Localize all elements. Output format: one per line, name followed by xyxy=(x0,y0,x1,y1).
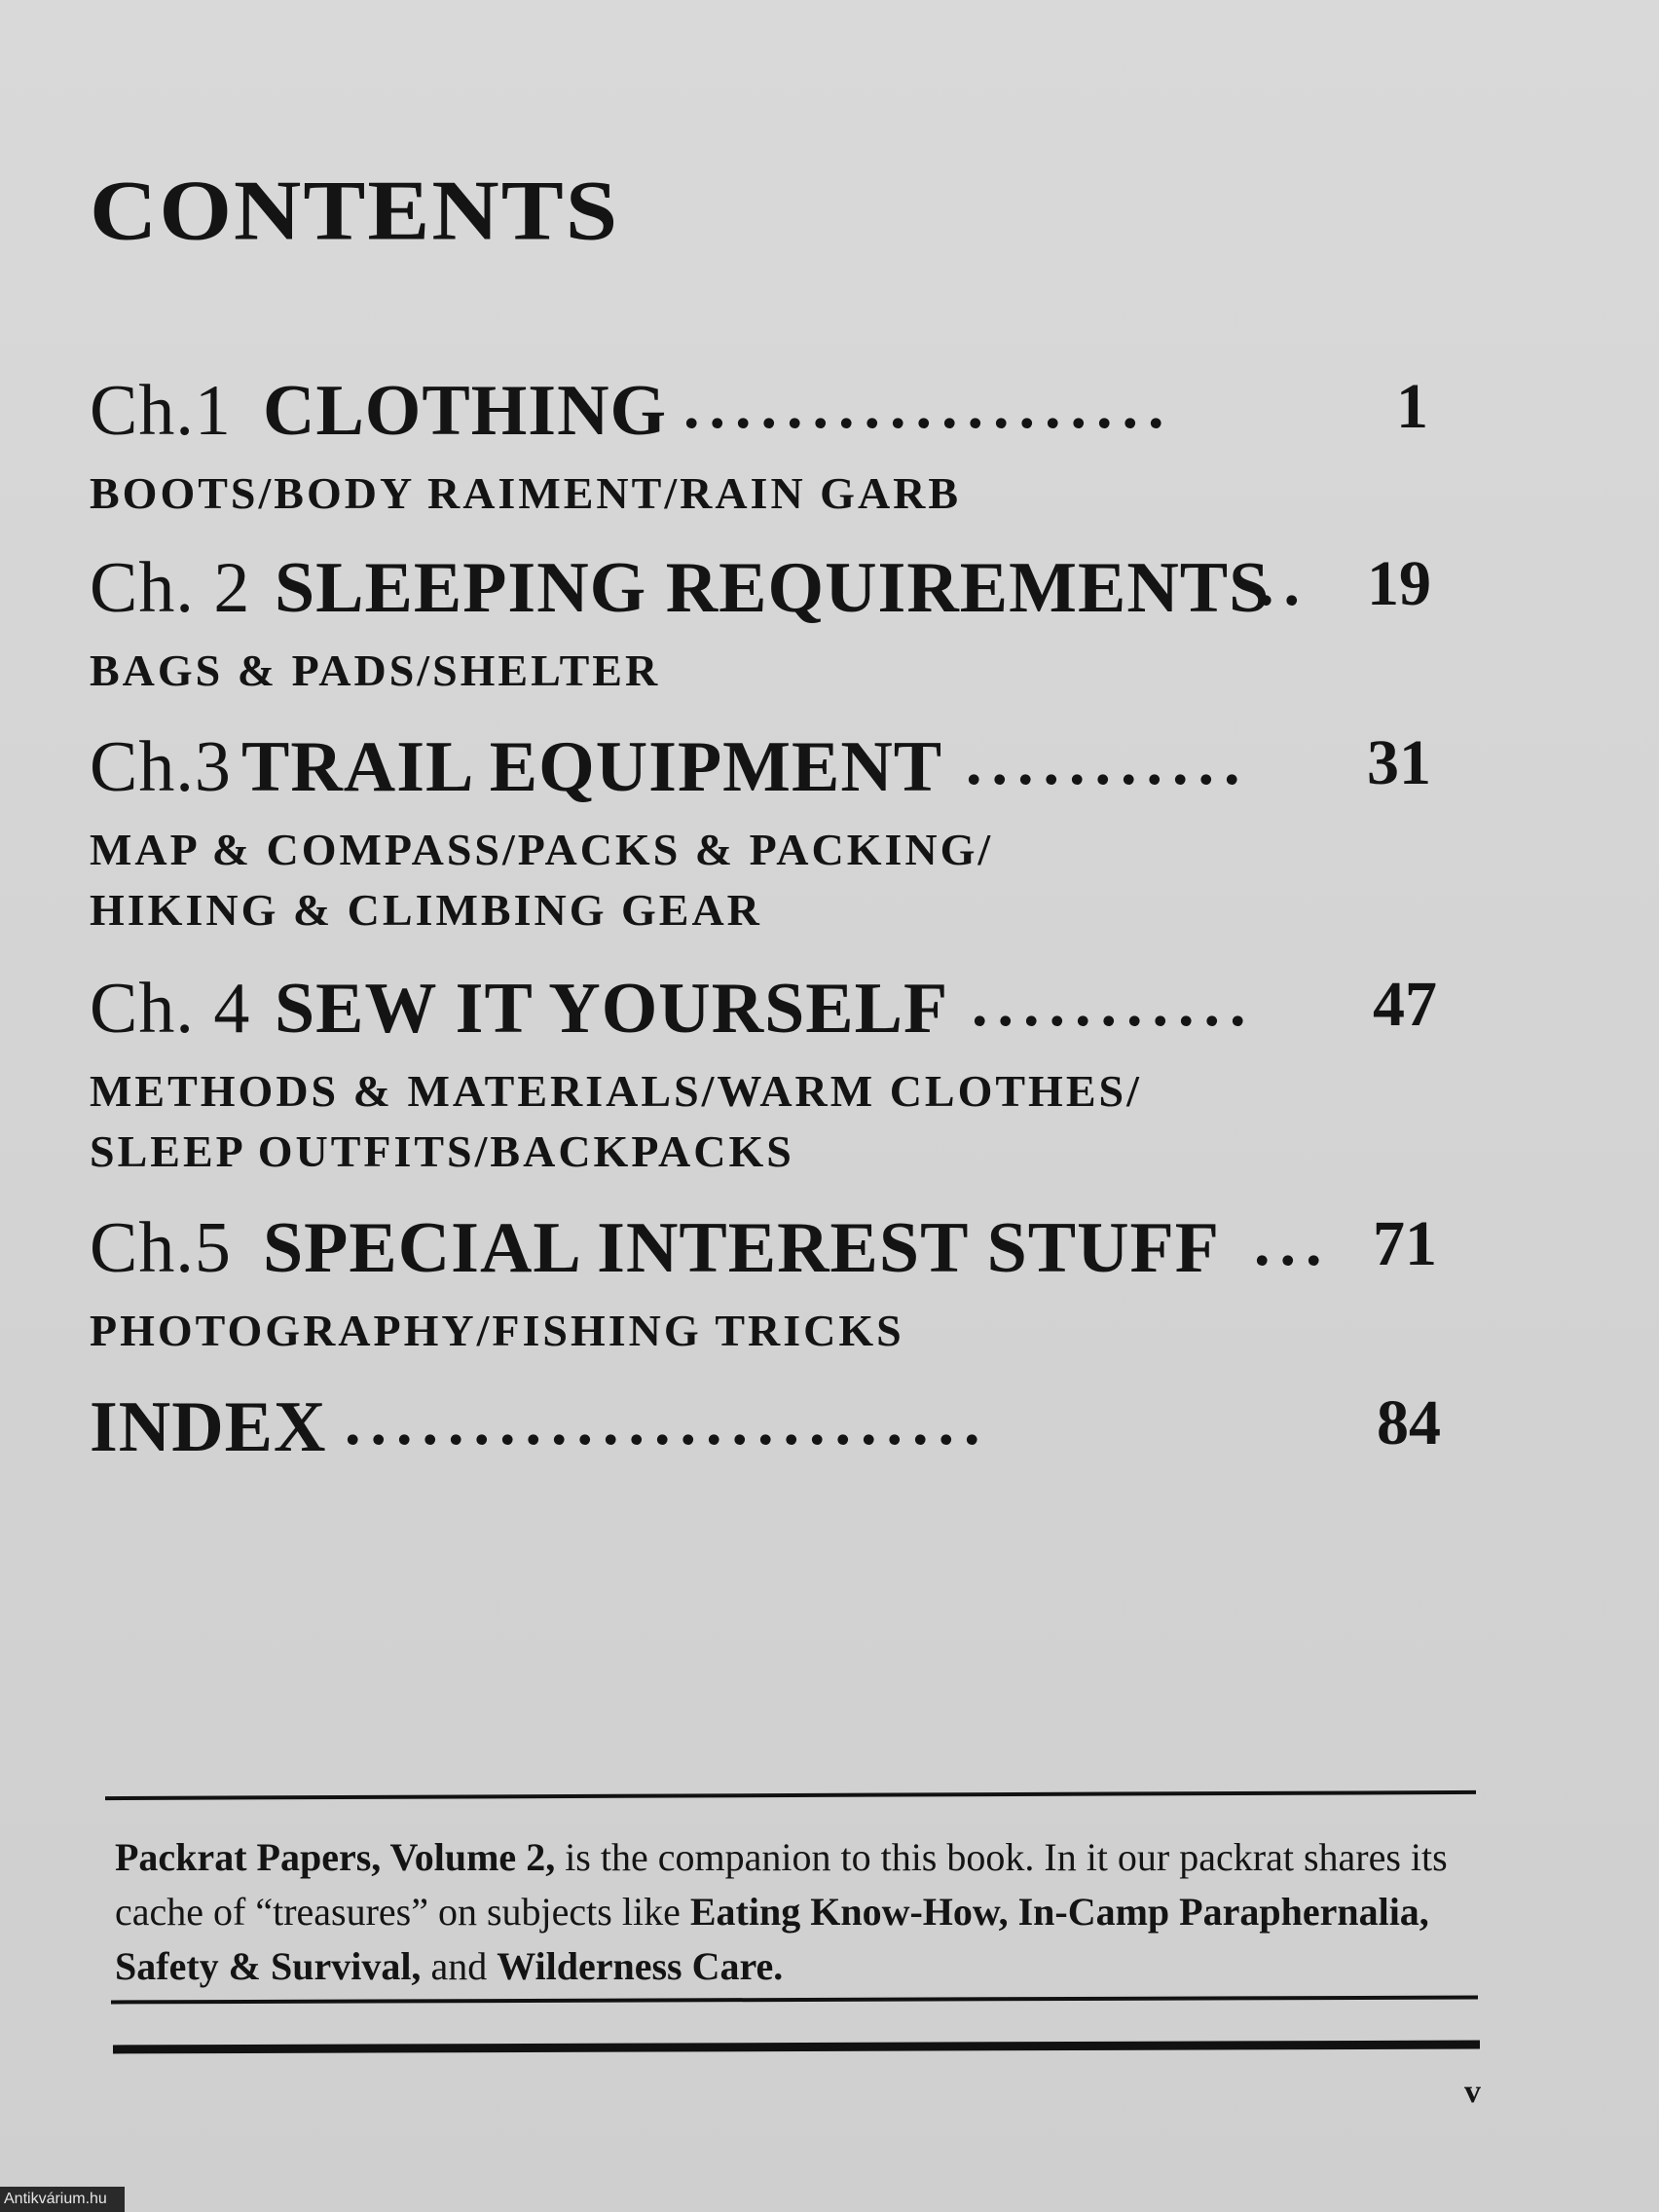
chapter-subtopics xyxy=(90,820,1453,940)
chapter-title: SEW IT YOURSELF xyxy=(275,969,949,1049)
chapter-title: SPECIAL INTEREST STUFF xyxy=(263,1208,1220,1288)
subtopic-line: BOOTS/BODY RAIMENT/RAIN GARB xyxy=(90,468,962,518)
watermark-label: Antikvárium.hu xyxy=(0,2187,125,2212)
chapter-label: Ch.5 xyxy=(90,1208,232,1288)
chapter-line xyxy=(90,370,1453,458)
page-number: 31 xyxy=(1367,727,1431,798)
subtopic-line: SLEEP OUTFITS/BACKPACKS xyxy=(90,1126,794,1176)
companion-note xyxy=(115,1830,1468,1994)
subtopic-line: BAGS & PADS/SHELTER xyxy=(90,645,661,695)
subtopic-line: PHOTOGRAPHY/FISHING TRICKS xyxy=(90,1306,904,1355)
dot-leader: ........... xyxy=(966,727,1250,798)
chapter-line xyxy=(90,968,1453,1055)
chapter-subtopics xyxy=(90,1061,1453,1182)
page-number: 71 xyxy=(1373,1208,1437,1279)
note-text: is the companion to this book. In it our packrat shares its cache of “treasures” on subjects like xyxy=(115,1835,1448,1934)
chapter-line xyxy=(90,547,1453,635)
chapter-label: Ch.1 xyxy=(90,371,232,451)
note-bold-title: Packrat Papers, Volume 2, xyxy=(115,1835,556,1879)
bottom-thick-rule xyxy=(113,2041,1480,2054)
note-text: and xyxy=(421,1944,498,1988)
dot-leader: ................... xyxy=(683,371,1174,442)
toc-entry-index xyxy=(90,1386,1453,1474)
middle-rule xyxy=(111,1996,1478,2005)
folio-number: v xyxy=(1464,2074,1481,2110)
page-title: CONTENTS xyxy=(90,162,620,258)
index-line xyxy=(90,1386,1453,1474)
toc-entry-ch4 xyxy=(90,968,1453,1182)
chapter-label: Ch.3 xyxy=(90,727,232,807)
subtopic-line: METHODS & MATERIALS/WARM CLOTHES/ xyxy=(90,1066,1142,1116)
page-number: 47 xyxy=(1373,969,1437,1040)
chapter-line xyxy=(90,1207,1453,1295)
chapter-subtopics xyxy=(90,1301,1453,1361)
subtopic-line: MAP & COMPASS/PACKS & PACKING/ xyxy=(90,825,994,874)
note-bold-subject-last: Wilderness Care. xyxy=(497,1944,784,1988)
index-title: INDEX xyxy=(90,1387,327,1467)
chapter-title: CLOTHING xyxy=(263,371,668,451)
chapter-line xyxy=(90,726,1453,814)
dot-leader: .. xyxy=(1258,548,1309,619)
chapter-subtopics xyxy=(90,463,1453,524)
page-number: 19 xyxy=(1367,548,1431,619)
top-rule xyxy=(105,1790,1476,1800)
chapter-label: Ch. 2 xyxy=(90,548,251,628)
chapter-subtopics xyxy=(90,641,1453,701)
page-number: 1 xyxy=(1396,371,1428,442)
chapter-label: Ch. 4 xyxy=(90,969,251,1049)
dot-leader: ......................... xyxy=(345,1387,990,1458)
chapter-title: TRAIL EQUIPMENT xyxy=(241,727,943,807)
dot-leader: ... xyxy=(1254,1208,1332,1279)
toc-entry-ch3 xyxy=(90,726,1453,940)
toc-entry-ch2 xyxy=(90,547,1453,701)
toc-entry-ch1 xyxy=(90,370,1453,524)
note-bold-subjects: Eating Know-How, In-Camp Paraphernalia, Safety & Survival, xyxy=(115,1890,1429,1988)
chapter-title: SLEEPING REQUIREMENTS xyxy=(275,548,1271,628)
toc-entry-ch5 xyxy=(90,1207,1453,1361)
dot-leader: ........... xyxy=(972,969,1256,1040)
subtopic-line: HIKING & CLIMBING GEAR xyxy=(90,885,762,935)
page-number: 84 xyxy=(1377,1387,1441,1458)
